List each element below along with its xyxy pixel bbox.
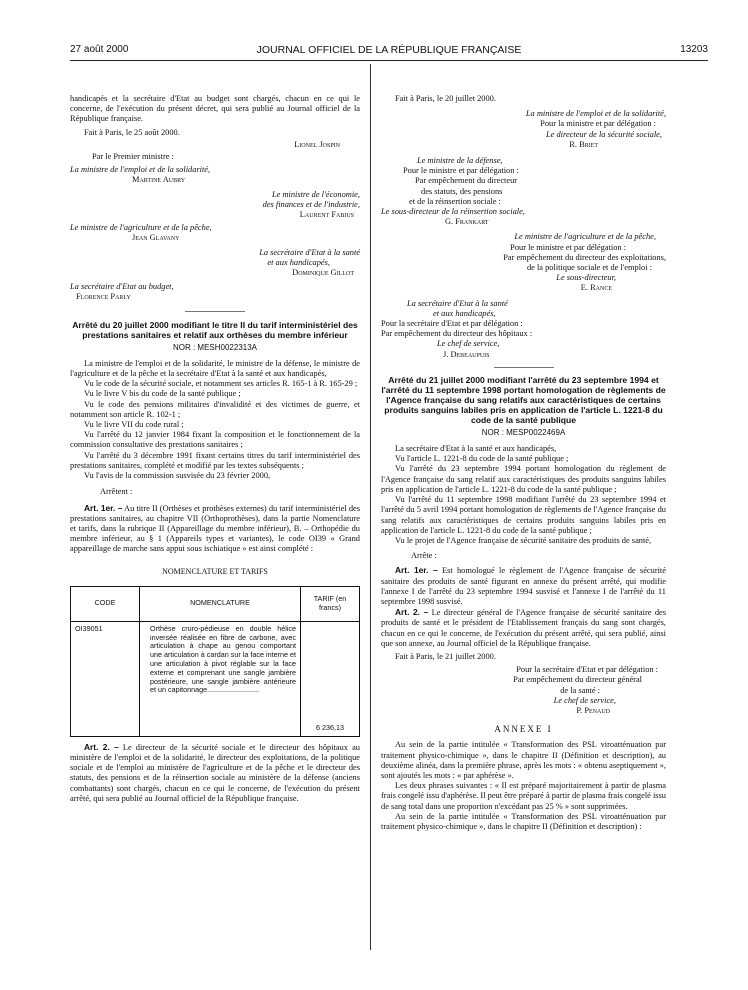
signatory-name: R. Briet [569,139,598,149]
nomenclature-table [70,586,360,737]
article-1 [70,503,360,555]
signatory-name: Lionel Jospin [294,139,340,149]
minister-title: et aux handicapés, [267,257,330,267]
article-text: Est homologué le règlement de l'Agence française de sécurité sanitaire des produits de santé figurant en annexe du présent arrêté, qui modifie l'annexe I de l'arrêté du 23 septembre 1994 susvisé et l'annexe I de l'arrêté du 11 septembre 1998 susvisé. [381,566,666,606]
right-column [381,94,666,832]
article-2 [70,742,360,804]
signatory-name: Dominique Gillot [292,268,354,278]
delegation-line: des statuts, des pensions [421,186,503,196]
cell-code: OI39051 [71,621,140,736]
delegation-line: Pour la secrétaire d'Etat et par délégation : [381,319,523,329]
fait-a-paris: Fait à Paris, le 25 août 2000. [84,127,180,137]
visa-paragraph: Vu le livre VII du code rural ; [84,420,184,430]
delegation-line: Le directeur de la sécurité sociale, [546,129,662,139]
header-page-number: 13203 [680,44,708,55]
column-divider [370,64,371,950]
cell-tarif: 6 236,13 [301,621,360,736]
delegation-line: Pour le ministre et par délégation : [403,166,519,176]
minister-title: Le ministre de l'agriculture et de la pêche, [514,232,656,242]
delegation-line: Le chef de service, [553,695,616,705]
delegation-line: Le sous-directeur, [556,273,616,283]
column-header-tarif: TARIF (en francs) [301,586,360,621]
article-text: Au titre II (Orthèses et prothèses externes) du tarif interministériel des prestations sanitaires, au chapitre VII (Orthoprothèses), dans la partie Nomenclature et tarifs, dans la rubrique II (Appareillage du membre inférieur), B. – Orthopédie du membre inférieur, au § 1 (Appareils types et variantes), le code OI39 « Grand appareillage de marche sans appui sous ischiatique » est ainsi complété : [70,503,360,554]
article-text: Le directeur général de l'Agence française de sécurité sanitaire des produits de santé et le président de l'Etablissement français du sang sont chargés, chacun en ce qui le concerne, de l'exécution du présent arrêté, qui sera publié, ainsi que son annexe, au Journal officiel de la République française. [381,608,666,648]
article-label: Art. 1er. – [84,502,123,513]
visa-paragraph: Vu le code des pensions militaires d'invalidité et des victimes de guerre, et notamment son article R. 102-1 ; [70,399,360,419]
visa-paragraph: Vu l'arrêté du 12 janvier 1984 fixant la composition et le fonctionnement de la commission consultative des prestations sanitaires ; [70,430,360,450]
signatory-name: E. Rance [580,283,612,293]
visa-paragraph: Vu le projet de l'Agence française de sécurité sanitaire des produits de santé, [395,535,652,545]
delegation-line: Par empêchement du directeur [415,176,518,186]
signature-preamble: Par le Premier ministre : [92,152,174,162]
delegation-line: Le sous-directeur de la réinsertion sociale, [381,207,525,217]
delegation-line: Pour le ministre et par délégation : [510,242,626,252]
signatory-name: J. Debeaupuis [443,349,490,359]
article-text: Le directeur de la sécurité sociale et le directeur des hôpitaux au ministère de l'emploi et de la solidarité, le directeur des exploitations, de la politique sociale et de l'emploi au ministère de l'agriculture et de la pêche et le directeur des statuts, des pensions et de la réinsertion sociale au ministère de la défense (anciens combattants) sont chargés, chacun en ce qui le concerne, de l'exécution du présent arrêté, qui sera publié au Journal officiel de la République française. [70,742,360,803]
delegation-line: et de la réinsertion sociale : [409,196,501,206]
minister-title: La ministre de l'emploi et de la solidarité, [70,165,211,175]
minister-title: La secrétaire d'Etat à la santé [259,247,360,257]
article-1 [381,565,666,607]
minister-title: et aux handicapés, [433,308,496,318]
fait-a-paris: Fait à Paris, le 20 juillet 2000. [395,94,496,103]
annexe-paragraph: Au sein de la partie intitulée « Transformation des PSL viroatténuation par traitement physico-chimique », dans le chapitre II (Définition et description) : [381,811,666,831]
fait-a-paris: Fait à Paris, le 21 juillet 2000. [395,651,496,661]
header-date: 27 août 2000 [70,44,129,55]
visa-paragraph: Vu l'arrêté du 11 septembre 1998 modifiant l'arrêté du 23 septembre 1994 et l'arrêté du 5 avril 1994 portant homologation de règlements de l'Agence française du sang relatifs aux caractéristiques de certains produits sanguins labiles pris en application de l'article L. 1221-8 du code de la santé publique ; [381,495,666,535]
signatory-name: Martine Aubry [132,175,186,185]
visa-paragraph: Vu l'arrêté du 23 septembre 1994 portant homologation du règlement de l'Agence française du sang relatif aux caractéristiques des produits sanguins labiles pris en application de l'article L. 1221-8 du code de la santé publique ; [381,464,666,494]
arrete-title: Arrêté du 21 juillet 2000 modifiant l'arrêté du 23 septembre 1994 et l'arrêté du 11 septembre 1998 portant homologation de règlements de l'Agence française du sang relatifs aux caractéristiques de certains produits sanguins labiles pris en application de l'article L. 1221-8 du code de la santé publique [381,374,666,425]
article-label: Art. 1er. – [395,565,438,576]
visa-paragraph: Vu le code de la sécurité sociale, et notamment ses articles R. 165-1 à R. 165-29 ; [84,379,358,389]
visa-paragraph: Vu l'arrêté du 3 décembre 1991 fixant certains titres du tarif interministériel des prestations sanitaires, complété et modifié par les textes subséquents ; [70,450,360,470]
article-label: Art. 2. – [84,741,119,752]
article-2 [381,607,666,649]
delegation-line: Le chef de service, [437,339,500,349]
header-title: JOURNAL OFFICIEL DE LA RÉPUBLIQUE FRANÇAISE [256,44,522,56]
article-label: Art. 2. – [395,607,429,618]
signatory-name: Jean Glavany [132,233,180,243]
minister-title: Le ministre de l'économie, [271,189,360,199]
column-header-nomenclature: NOMENCLATURE [140,586,301,621]
delegation-line: Par empêchement du directeur général [513,675,642,685]
annexe-paragraph: Les deux phrases suivantes : « Il est préparé majoritairement à partir de plasma frais congelé issu d'aphérèse. Il peut être préparé à partir de plasma frais congelé issu de sang total dans une proportion n'excédant pas 25 % » sont supprimées. [381,781,666,811]
minister-title: La secrétaire d'Etat à la santé [407,298,508,308]
section-separator [185,311,245,312]
minister-title: Le ministre de l'agriculture et de la pêche, [70,223,212,233]
visa-paragraph: La secrétaire d'Etat à la santé et aux handicapés, [395,444,557,454]
annexe-paragraph: Au sein de la partie intitulée « Transformation des PSL viroatténuation par traitement physico-chimique », dans le chapitre II (Définition et description), au deuxième alinéa, dans la première phrase, après les mots : « obtenu aseptiquement », sont ajoutés les mots : « par aphérèse ». [381,740,666,780]
delegation-line: Pour la secrétaire d'Etat et par délégation : [516,665,658,675]
nor-reference: NOR : MESP0022469A [481,427,566,437]
visa-paragraph: La ministre de l'emploi et de la solidarité, le ministre de la défense, le ministre de l'agriculture et de la pêche et la secrétaire d'Etat à la santé et aux handicapés, [70,358,360,379]
visa-paragraph: Vu l'article L. 1221-8 du code de la santé publique ; [395,454,569,464]
signatory-name: P. Penaud [576,705,610,715]
delegation-line: Par empêchement du directeur des exploitations, [503,252,666,262]
column-header-code: CODE [71,586,140,621]
table-title: NOMENCLATURE ET TARIFS [162,566,268,576]
minister-title: Le ministre de la défense, [417,156,503,166]
arrete-label: Arrête : [411,551,437,561]
minister-title: La ministre de l'emploi et de la solidarité, [525,109,666,119]
visa-paragraph: Vu le livre V bis du code de la santé publique ; [84,389,241,399]
table-header-row [71,586,360,621]
minister-title: La secrétaire d'Etat au budget, [70,282,174,292]
minister-title: des finances et de l'industrie, [262,199,360,209]
table-row [71,621,360,736]
signatory-name: Laurent Fabius [299,210,354,220]
delegation-line: de la politique sociale et de l'emploi : [526,263,652,273]
left-column [70,94,360,804]
delegation-line: de la santé : [560,685,600,695]
arrete-title: Arrêté du 20 juillet 2000 modifiant le titre II du tarif interministériel des prestations sanitaires et relatif aux orthèses du membre inférieur [72,319,358,340]
delegation-line: Pour la ministre et par délégation : [540,119,656,129]
nor-reference: NOR : MESH0022313A [172,342,258,352]
signatory-name: G. Frankart [445,217,489,227]
cell-nomenclature: Orthèse cruro-pédieuse en double hélice inversée réalisée en fibre de carbone, avec articulation à chape au genou comportant une articulation à cardan sur la face interne et une articulation à pivot réglable sur la face externe et comprenant une sangle jambière postérieure, une sangle jambière antérieure et un capitonnage.......................... [140,621,301,736]
section-separator [494,367,554,368]
page-header [70,44,708,58]
delegation-line: Par empêchement du directeur des hôpitaux : [381,329,533,339]
header-rule [70,60,708,61]
visa-paragraph: Vu l'avis de la commission susvisée du 23 février 2000, [84,471,271,481]
signatory-name: Florence Parly [76,292,131,302]
annexe-heading: ANNEXE I [494,724,553,735]
arretent-label: Arrêtent : [100,487,133,497]
decree-closing-paragraph: handicapés et la secrétaire d'Etat au budget sont chargés, chacun en ce qui le concerne, de l'exécution du présent décret, qui sera publié au Journal officiel de la République française. [70,94,360,124]
